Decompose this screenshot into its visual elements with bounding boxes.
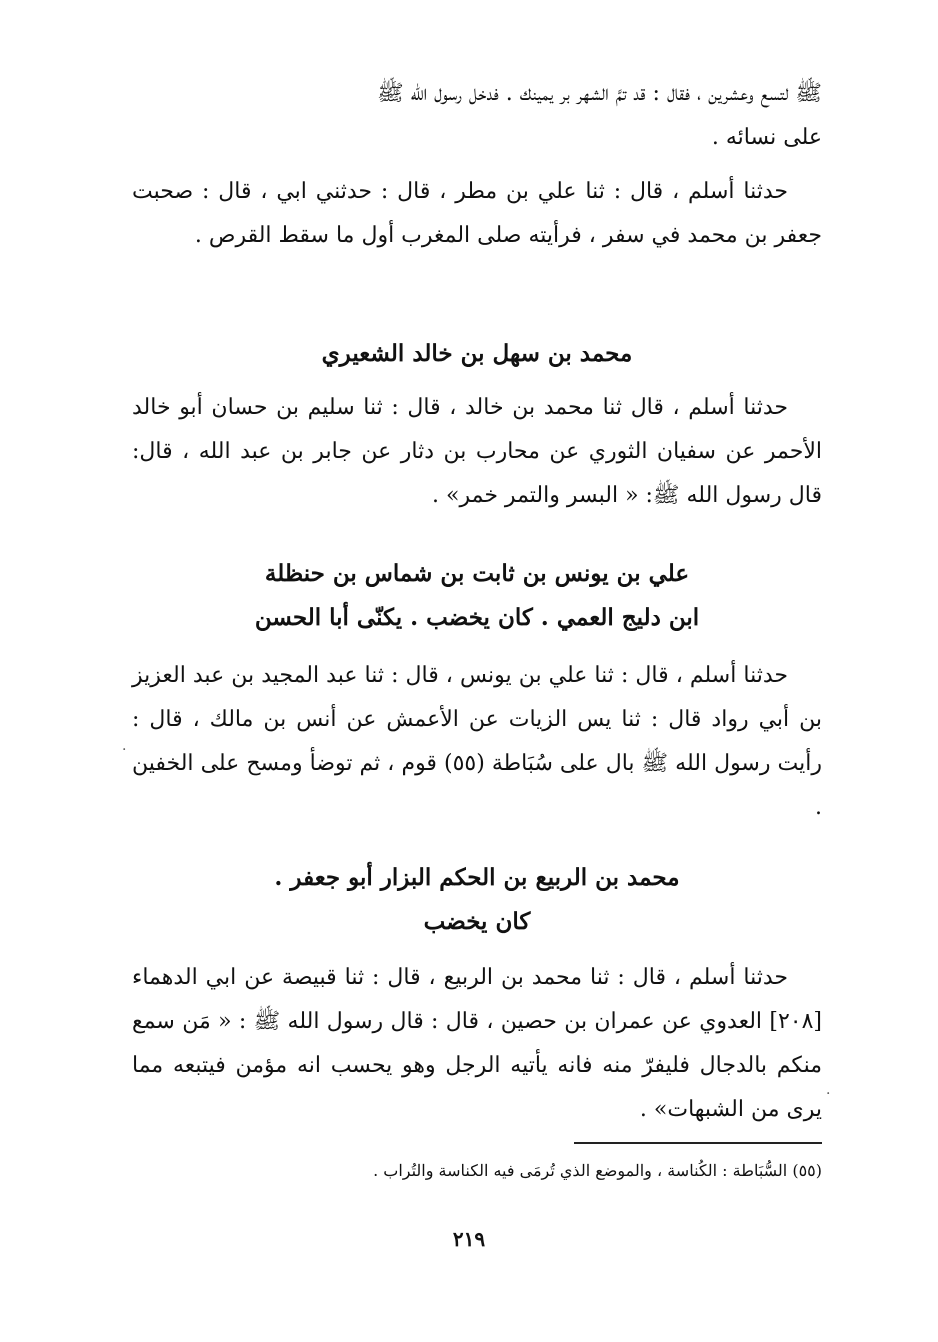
section-heading-3 [132,856,822,944]
paragraph-hadith-1: حدثنا أسلم ، قال : ثنا علي بن مطر ، قال : حدثني ابي ، قال : صحبت جعفر بن محمد في سفر ، فرأيته صلى المغرب أول ما سقط القرص . [132,179,822,248]
page-number: ٢١٩ [452,1227,486,1251]
margin-mark: · [122,742,127,758]
section-heading-2 [132,552,822,640]
section-heading-1: محمد بن سهل بن خالد الشعيري [321,340,633,367]
paragraph-hadith-4: حدثنا أسلم ، قال : ثنا محمد بن الربيع ، قال : ثنا قبيصة عن ابي الدهماء [٢٠٨] العدوي عن عمران بن حصين ، قال : قال رسول الله ﷺ : « مَن سمع منكم بالدجال فليفرّ منه فانه يأتيه الرجل وهو يحسب انه مؤمن فيتبعه مما يرى من الشبهات» . [132,965,822,1122]
margin-mark: · [826,1086,831,1102]
paragraph-line: على نسائه . [711,125,822,150]
paragraph-continued [132,72,822,160]
paragraph-line: ﷺ لتسع وعشرين ، فقال : قد تمَّ الشهر بر يمينك . فدخل رسول الله ﷺ [377,81,822,106]
paragraph-hadith-3: حدثنا أسلم ، قال : ثنا علي بن يونس ، قال : ثنا عبد المجيد بن عبد العزيز بن أبي رواد قال : ثنا يس الزيات عن الأعمش عن أنس بن مالك ، قال : رأيت رسول الله ﷺ بال على سُبَاطة (٥٥) قوم ، ثم توضأ ومسح على الخفين . [132,663,822,820]
section-heading-line: علي بن يونس بن ثابت بن شماس بن حنظلة [264,560,690,587]
paragraph-hadith-2: حدثنا أسلم ، قال ثنا محمد بن خالد ، قال : ثنا سليم بن حسان أبو خالد الأحمر عن سفيان الثوري عن محارب بن دثار عن جابر بن عبد الله ، قال: قال رسول الله ﷺ: « البسر والتمر خمر» . [132,395,822,508]
footnote-divider [574,1142,822,1144]
footnote: (٥٥) السُّبَاطة : الكُناسة ، والموضع الذي تُرمَى فيه الكناسة والتُراب . [373,1161,822,1180]
section-heading-line: ابن دليج العمي . كان يخضب . يكنّى أبا الحسن [254,604,700,631]
section-heading-line: كان يخضب [423,908,531,935]
section-heading-line: محمد بن الربيع بن الحكم البزار أبو جعفر . [274,864,680,891]
